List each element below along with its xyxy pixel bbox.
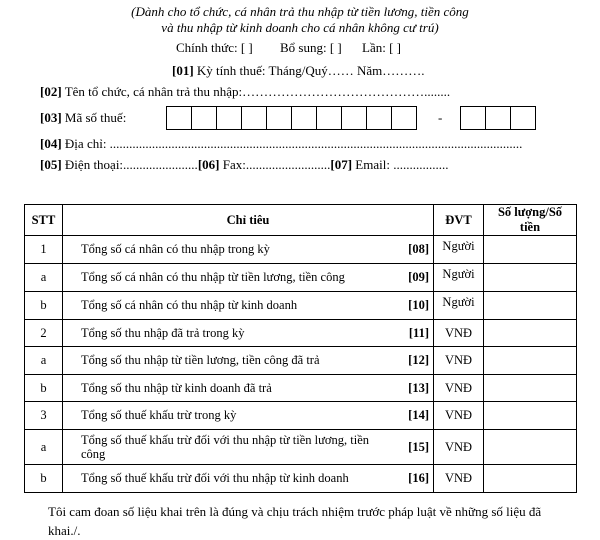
table-row <box>25 465 577 493</box>
field-code-04: [04] <box>40 136 62 151</box>
row-unit: Người <box>434 236 484 264</box>
row-criteria: Tổng số thu nhập từ tiền lương, tiền công đã trả <box>63 347 388 375</box>
row-unit: VNĐ <box>434 430 484 465</box>
email-label: Email: ................. <box>355 157 449 172</box>
row-unit: Người <box>434 292 484 320</box>
field-code-05: [05] <box>40 157 62 172</box>
tax-code-suffix-input[interactable] <box>460 106 535 130</box>
row-amount-cell[interactable] <box>484 236 577 264</box>
row-criteria: Tổng số thuế khấu trừ đối với thu nhập từ tiền lương, tiền công <box>63 430 388 465</box>
table-row <box>25 264 577 292</box>
tax-code-input[interactable] <box>166 106 416 130</box>
row-amount-cell[interactable] <box>484 320 577 347</box>
field-code-06: [06] <box>197 157 220 172</box>
table-row <box>25 375 577 402</box>
field-code-03: [03] <box>40 110 62 125</box>
row-code: [12] <box>388 347 434 375</box>
row-amount-cell[interactable] <box>484 430 577 465</box>
row-amount-cell[interactable] <box>484 465 577 493</box>
row-unit: Người <box>434 264 484 292</box>
payer-name-field[interactable] <box>40 84 450 100</box>
tax-code-digit-box[interactable] <box>166 106 192 130</box>
row-amount-cell[interactable] <box>484 264 577 292</box>
row-stt: 1 <box>25 236 63 264</box>
tax-code-digit-box[interactable] <box>266 106 292 130</box>
field-code-07: [07] <box>330 157 353 172</box>
tax-code-digit-box[interactable] <box>510 106 536 130</box>
row-code: [10] <box>388 292 434 320</box>
row-unit: VNĐ <box>434 375 484 402</box>
table-row <box>25 430 577 465</box>
table-row <box>25 236 577 264</box>
row-unit: VNĐ <box>434 465 484 493</box>
times-field[interactable]: Lần: [ ] <box>362 40 401 55</box>
contact-row <box>40 157 448 173</box>
tax-code-label: Mã số thuế: <box>64 110 127 125</box>
row-code: [15] <box>388 430 434 465</box>
row-stt: a <box>25 264 63 292</box>
row-criteria: Tổng số thu nhập đã trả trong kỳ <box>63 320 388 347</box>
row-unit: VNĐ <box>434 320 484 347</box>
supplement-checkbox[interactable]: Bổ sung: [ ] <box>280 40 342 55</box>
tax-code-label-row <box>40 110 126 126</box>
table-row <box>25 320 577 347</box>
address-label: Địa chỉ: ............................................................................................................................... <box>64 136 523 151</box>
field-code-02: [02] <box>40 84 62 99</box>
table-row <box>25 402 577 430</box>
row-unit: VNĐ <box>434 402 484 430</box>
row-criteria: Tổng số cá nhân có thu nhập trong kỳ <box>63 236 388 264</box>
table-row <box>25 347 577 375</box>
header-amount: Số lượng/Số tiền <box>484 205 577 236</box>
row-code: [09] <box>388 264 434 292</box>
row-criteria: Tổng số cá nhân có thu nhập từ kinh doanh <box>63 292 388 320</box>
row-amount-cell[interactable] <box>484 347 577 375</box>
table-row <box>25 292 577 320</box>
row-stt: b <box>25 465 63 493</box>
tax-code-digit-box[interactable] <box>291 106 317 130</box>
tax-code-digit-box[interactable] <box>485 106 511 130</box>
phone-label: Điện thoại:....................... <box>64 157 198 172</box>
fax-field[interactable] <box>198 157 331 172</box>
subtitle-line-1: (Dành cho tổ chức, cá nhân trả thu nhập từ tiền lương, tiền công <box>131 4 469 19</box>
header-unit: ĐVT <box>434 205 484 236</box>
row-code: [14] <box>388 402 434 430</box>
tax-code-digit-box[interactable] <box>391 106 417 130</box>
row-stt: 2 <box>25 320 63 347</box>
tax-code-digit-box[interactable] <box>241 106 267 130</box>
field-code-01: [01] <box>172 63 194 78</box>
row-criteria: Tổng số thuế khấu trừ trong kỳ <box>63 402 388 430</box>
email-field[interactable] <box>330 157 448 172</box>
tax-code-digit-box[interactable] <box>366 106 392 130</box>
row-stt: b <box>25 292 63 320</box>
tax-code-digit-box[interactable] <box>460 106 486 130</box>
row-code: [08] <box>388 236 434 264</box>
tax-summary-table <box>24 204 577 493</box>
tax-code-digit-box[interactable] <box>216 106 242 130</box>
tax-period-label: Kỳ tính thuế: Tháng/Quý…… Năm………. <box>196 63 425 78</box>
row-stt: a <box>25 430 63 465</box>
table-header-row <box>25 205 577 236</box>
row-code: [16] <box>388 465 434 493</box>
row-stt: b <box>25 375 63 402</box>
tax-code-dash: - <box>438 110 443 125</box>
row-unit: VNĐ <box>434 347 484 375</box>
row-stt: a <box>25 347 63 375</box>
address-field[interactable] <box>40 136 522 152</box>
row-code: [13] <box>388 375 434 402</box>
tax-code-digit-box[interactable] <box>341 106 367 130</box>
phone-field[interactable] <box>40 157 198 172</box>
row-amount-cell[interactable] <box>484 292 577 320</box>
subtitle-line-2: và thu nhập từ kinh doanh cho cá nhân không cư trú) <box>161 20 439 35</box>
header-stt: STT <box>25 205 63 236</box>
tax-code-digit-box[interactable] <box>316 106 342 130</box>
declaration-text: Tôi cam đoan số liệu khai trên là đúng và chịu trách nhiệm trước pháp luật về những số liệu đã khai./. <box>48 504 542 538</box>
row-amount-cell[interactable] <box>484 402 577 430</box>
row-criteria: Tổng số thu nhập từ kinh doanh đã trả <box>63 375 388 402</box>
payer-name-label: Tên tổ chức, cá nhân trả thu nhập:……………………………………........ <box>64 84 451 99</box>
row-criteria: Tổng số thuế khấu trừ đối với thu nhập từ kinh doanh <box>63 465 388 493</box>
official-checkbox[interactable]: Chính thức: [ ] <box>176 40 253 55</box>
row-stt: 3 <box>25 402 63 430</box>
row-criteria: Tổng số cá nhân có thu nhập từ tiền lương, tiền công <box>63 264 388 292</box>
row-code: [11] <box>388 320 434 347</box>
tax-code-digit-box[interactable] <box>191 106 217 130</box>
header-criteria: Chỉ tiêu <box>63 205 434 236</box>
tax-period-field[interactable] <box>172 63 425 79</box>
row-amount-cell[interactable] <box>484 375 577 402</box>
fax-label: Fax:.......................... <box>222 157 331 172</box>
